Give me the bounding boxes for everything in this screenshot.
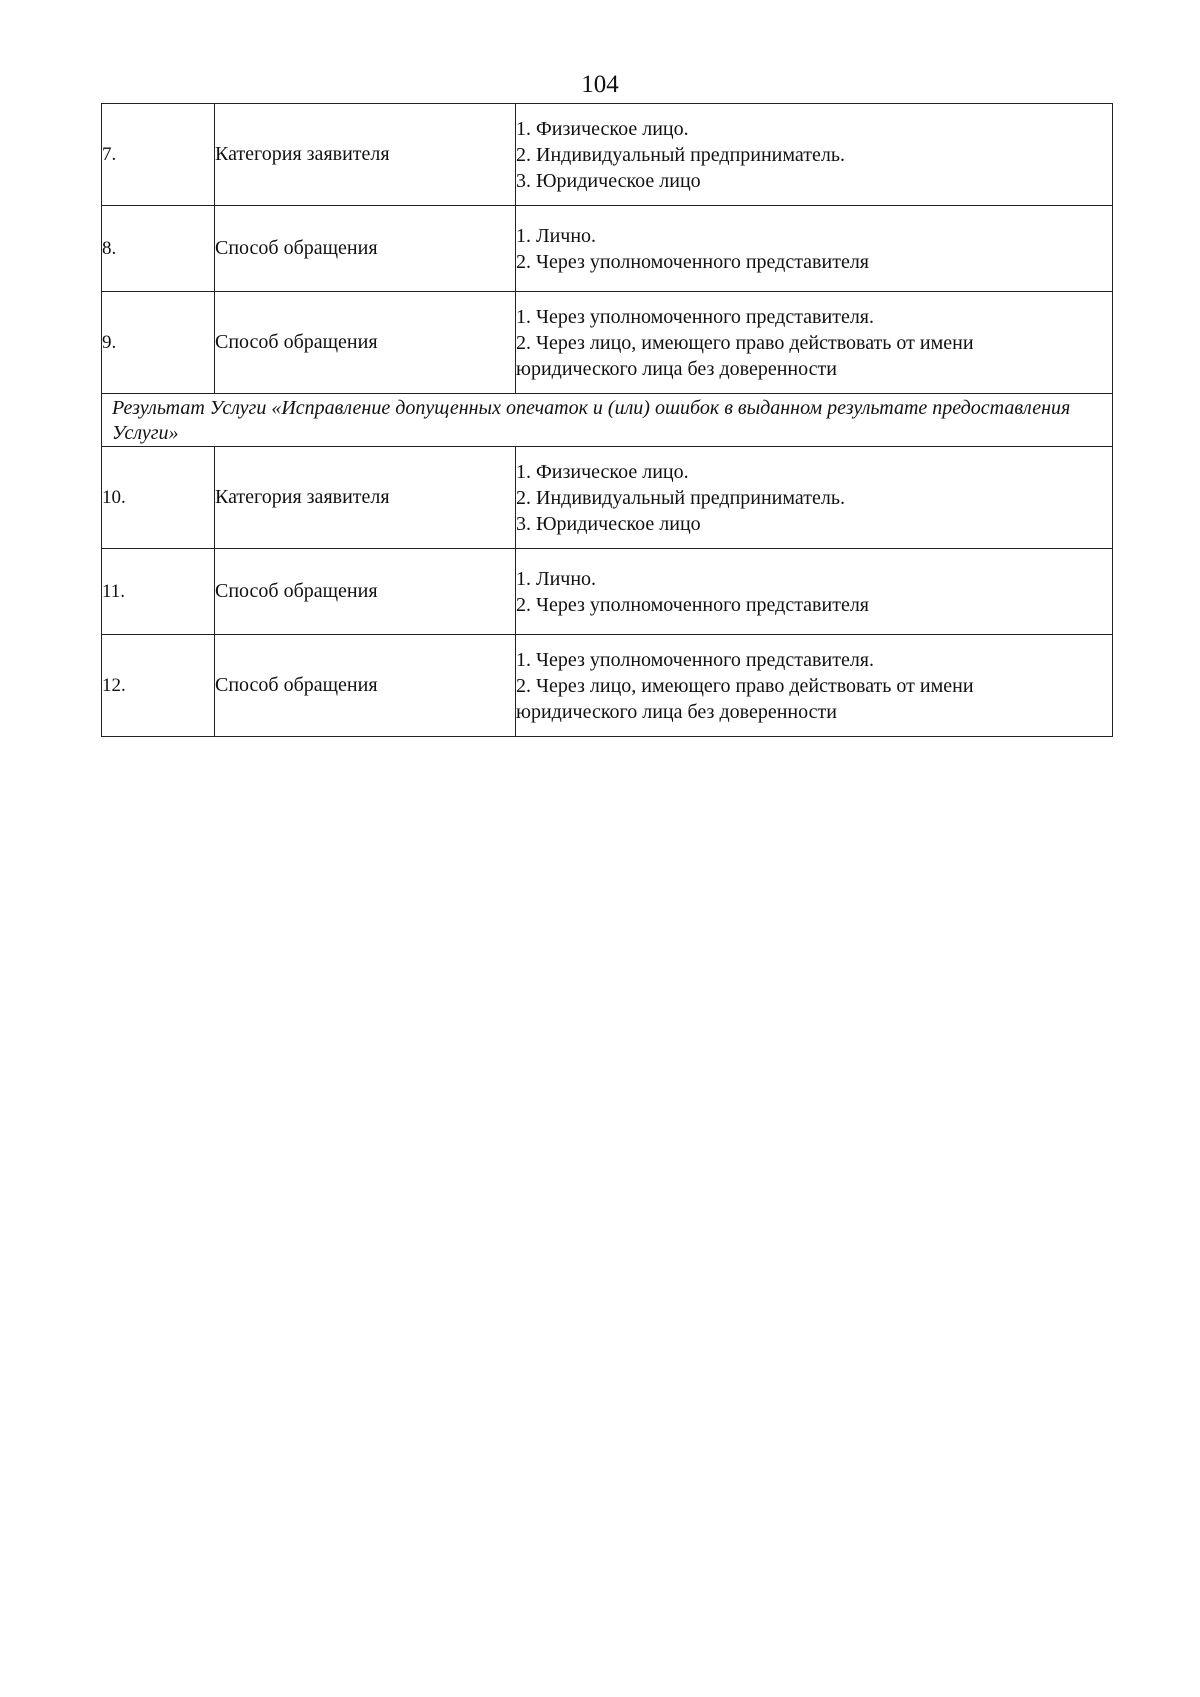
row-category: Категория заявителя [215, 104, 516, 206]
table-row [102, 206, 1113, 292]
option: 1. Физическое лицо. [516, 460, 689, 483]
table-row [102, 292, 1113, 394]
option: юридического лица без доверенности [516, 700, 837, 723]
option: 1. Физическое лицо. [516, 117, 689, 140]
table-row [102, 447, 1113, 549]
option: юридического лица без доверенности [516, 357, 837, 380]
option: 2. Индивидуальный предприниматель. [516, 143, 845, 166]
row-number: 12. [102, 635, 215, 737]
option: 2. Через лицо, имеющего право действовать от имени [516, 674, 974, 697]
row-category: Способ обращения [215, 292, 516, 394]
row-number: 11. [102, 549, 215, 635]
row-category: Способ обращения [215, 549, 516, 635]
option: 2. Через уполномоченного представителя [516, 250, 869, 273]
row-options [516, 206, 1113, 292]
row-options [516, 635, 1113, 737]
option: 2. Через лицо, имеющего право действовать от имени [516, 331, 974, 354]
option: 1. Через уполномоченного представителя. [516, 305, 874, 328]
table-row [102, 104, 1113, 206]
option: 2. Индивидуальный предприниматель. [516, 486, 845, 509]
table-row [102, 549, 1113, 635]
row-number: 7. [102, 104, 215, 206]
row-category: Категория заявителя [215, 447, 516, 549]
option: 3. Юридическое лицо [516, 512, 701, 535]
option: 2. Через уполномоченного представителя [516, 593, 869, 616]
row-options [516, 549, 1113, 635]
option: 3. Юридическое лицо [516, 169, 701, 192]
section-title: Результат Услуги «Исправление допущенных опечаток и (или) ошибок в выданном результате предоставления Услуги» [102, 394, 1113, 447]
row-number: 9. [102, 292, 215, 394]
row-number: 10. [102, 447, 215, 549]
applicant-criteria-table [101, 103, 1113, 737]
table-row [102, 635, 1113, 737]
section-header-row [102, 394, 1113, 447]
row-options [516, 292, 1113, 394]
option: 1. Лично. [516, 224, 597, 247]
row-category: Способ обращения [215, 635, 516, 737]
page-number: 104 [581, 71, 619, 98]
option: 1. Через уполномоченного представителя. [516, 648, 874, 671]
row-options [516, 104, 1113, 206]
row-number: 8. [102, 206, 215, 292]
option: 1. Лично. [516, 567, 597, 590]
row-category: Способ обращения [215, 206, 516, 292]
row-options [516, 447, 1113, 549]
